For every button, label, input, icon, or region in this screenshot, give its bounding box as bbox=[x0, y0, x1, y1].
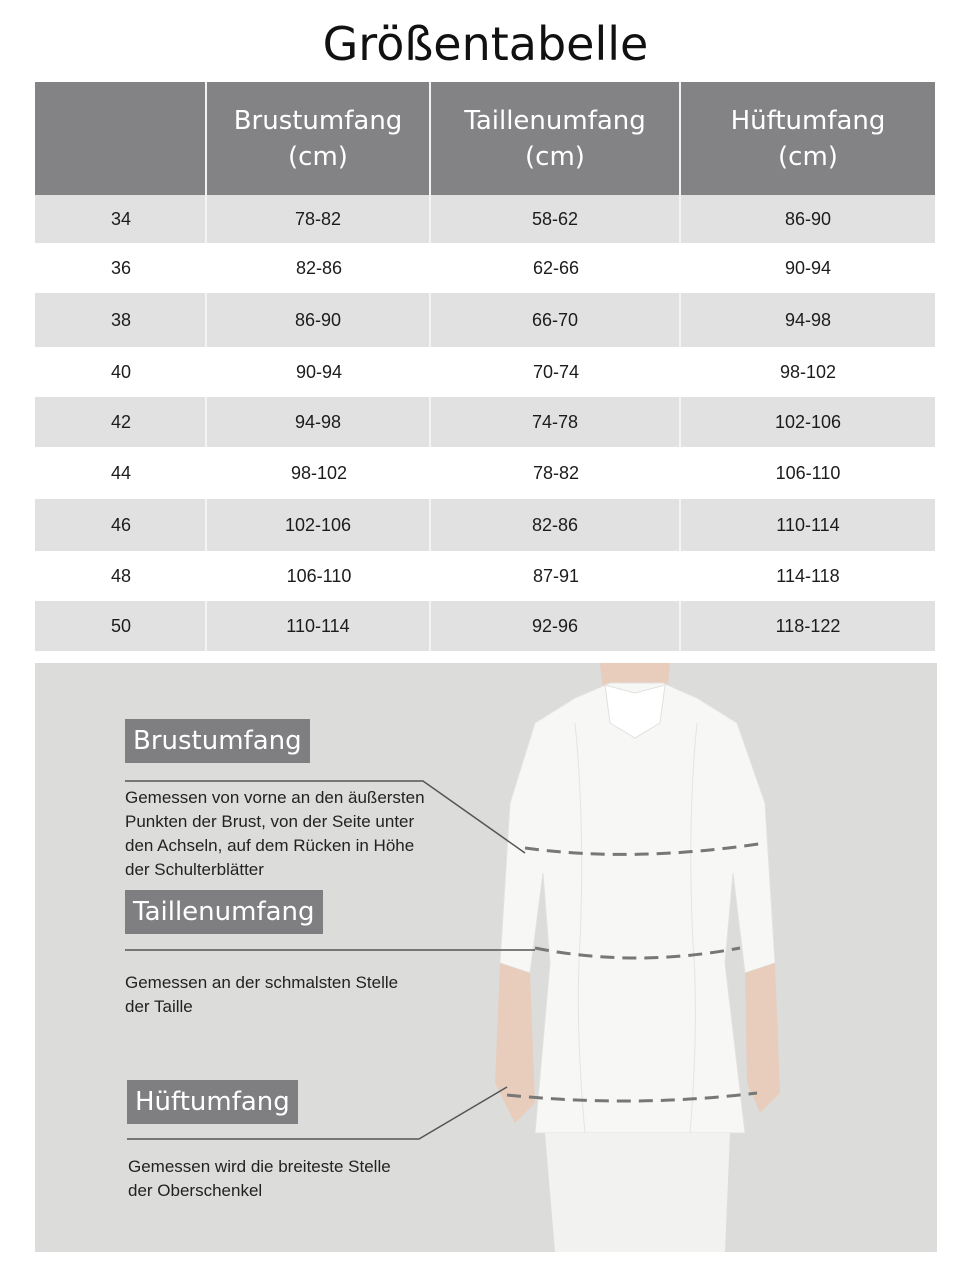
waist-description: Gemessen an der schmalsten Stelle der Taille bbox=[125, 973, 399, 1016]
measure-cell: 90-94 bbox=[784, 257, 832, 278]
table-row bbox=[35, 293, 935, 347]
table-header bbox=[35, 82, 935, 195]
hip-description: Gemessen wird die breiteste Stelle der Oberschenkel bbox=[128, 1157, 391, 1200]
measure-cell: 70-74 bbox=[532, 361, 580, 382]
measure-cell: 102-106 bbox=[774, 411, 842, 432]
measure-cell: 78-82 bbox=[207, 195, 431, 243]
table-row bbox=[35, 447, 935, 499]
size-table bbox=[35, 82, 935, 651]
size-cell: 44 bbox=[111, 462, 132, 483]
measure-cell: 114-118 bbox=[776, 565, 840, 586]
table-row bbox=[35, 195, 935, 243]
measure-cell: 98-102 bbox=[779, 361, 837, 382]
measure-cell: 102-106 bbox=[207, 499, 431, 551]
measure-cell: 66-70 bbox=[431, 293, 681, 347]
measure-cell: 98-102 bbox=[290, 462, 348, 483]
measurement-guide bbox=[35, 663, 937, 1252]
table-body bbox=[35, 195, 935, 651]
table-row bbox=[35, 551, 935, 601]
header-cell-hip: Hüftumfang (cm) bbox=[730, 105, 886, 172]
waist-label: Taillenumfang bbox=[125, 890, 323, 934]
measure-cell: 110-114 bbox=[207, 601, 431, 651]
waist-pointer-line bbox=[125, 946, 545, 956]
size-cell: 38 bbox=[35, 293, 207, 347]
size-cell: 46 bbox=[35, 499, 207, 551]
header-cell-waist: Taillenumfang (cm) bbox=[431, 82, 681, 195]
measure-cell: 106-110 bbox=[286, 565, 352, 586]
page-title: Größentabelle bbox=[322, 17, 649, 71]
table-row bbox=[35, 601, 935, 651]
measure-cell: 87-91 bbox=[532, 565, 580, 586]
size-cell: 40 bbox=[111, 361, 132, 382]
measure-cell: 86-90 bbox=[784, 208, 832, 229]
measure-cell: 118-122 bbox=[775, 615, 841, 636]
table-row bbox=[35, 347, 935, 397]
hip-pointer-line bbox=[127, 1083, 547, 1145]
table-row bbox=[35, 397, 935, 447]
measure-cell: 86-90 bbox=[207, 293, 431, 347]
model-shirt-illustration bbox=[475, 663, 795, 1252]
hip-label: Hüftumfang bbox=[127, 1080, 298, 1124]
measure-cell: 58-62 bbox=[431, 195, 681, 243]
size-cell: 50 bbox=[35, 601, 207, 651]
measure-cell: 78-82 bbox=[532, 462, 580, 483]
measure-cell: 106-110 bbox=[775, 462, 841, 483]
size-cell: 48 bbox=[111, 565, 132, 586]
measure-cell: 94-98 bbox=[207, 397, 431, 447]
table-row bbox=[35, 499, 935, 551]
measure-cell: 74-78 bbox=[431, 397, 681, 447]
measure-cell: 90-94 bbox=[295, 361, 343, 382]
table-row bbox=[35, 243, 935, 293]
chest-description: Gemessen von vorne an den äußersten Punkten der Brust, von der Seite unter den Achseln, auf dem Rücken in Höhe der Schulterblätter bbox=[125, 788, 425, 879]
measure-cell: 94-98 bbox=[784, 309, 832, 330]
measure-cell: 62-66 bbox=[532, 257, 580, 278]
measure-cell: 110-114 bbox=[776, 514, 840, 535]
measure-cell: 92-96 bbox=[431, 601, 681, 651]
measure-cell: 82-86 bbox=[295, 257, 343, 278]
measure-cell: 82-86 bbox=[431, 499, 681, 551]
header-cell-chest: Brustumfang (cm) bbox=[207, 82, 431, 195]
size-cell: 34 bbox=[35, 195, 207, 243]
size-cell: 36 bbox=[111, 257, 132, 278]
size-cell: 42 bbox=[35, 397, 207, 447]
header-cell-size bbox=[35, 82, 207, 195]
chest-label: Brustumfang bbox=[125, 719, 310, 763]
